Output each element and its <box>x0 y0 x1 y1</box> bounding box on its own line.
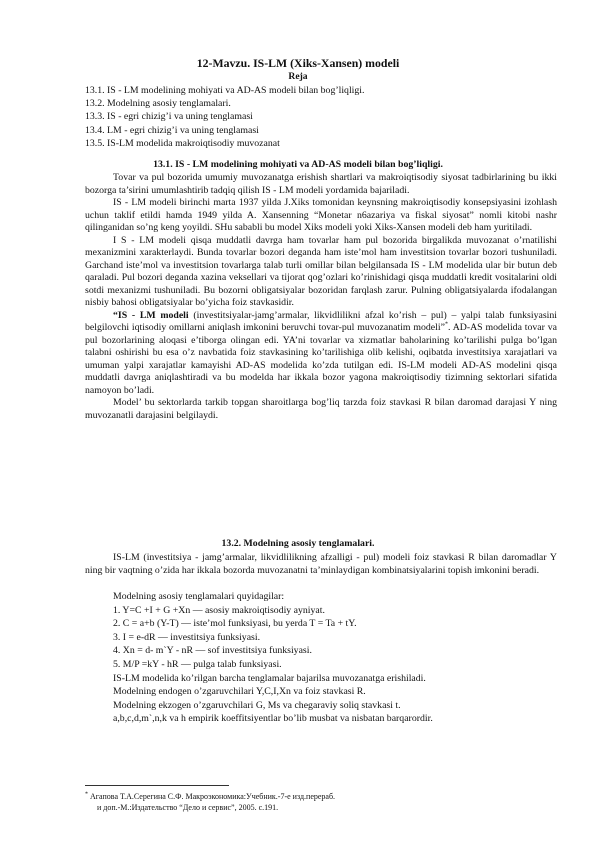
plan-item: 13.5. IS-LM modelida makroiqtisodiy muvozanat <box>85 137 280 149</box>
plan-list <box>85 84 565 150</box>
paragraph: IS - LM modeli birinchi marta 1937 yilda J.Xiks tomonidan keynsning makroiqtisodiy konsepsiyasini izohlash uchun taklif etildi hamda 1949 yilda A. Xansenning “Monetar n6azariya va fiskal siyosat” nomli kitobi nashr qilinganidan so’ng keng yoyildi. SHu sababli bu model Xiks modeli yoki Xiks-Xansen modeli deb ham yuritiladi. <box>85 197 557 233</box>
paragraph: Tovar va pul bozorida umumiy muvozanatga erishish shartlari va makroiqtisodiy siyosat tadbirlarining bu ikki bozorga ta’sirini umumlashtirib tadqiq qilish IS - LM modeli yordamida bajariladi. <box>85 172 557 196</box>
section1-heading: 13.1. IS - LM modelining mohiyati va AD-AS modeli bilan bog’liqligi. <box>153 159 443 170</box>
model-definition-text: (investitsiyalar-jamg’armalar, likvidlilikni afzal ko’rish – pul) – yalpi talab funksiyasini belgilovchi iqtisodiy omillarni aniqlash imkonini beruvchi tovar-pul muvozanatim modeli” <box>85 309 557 333</box>
paragraph <box>85 310 557 398</box>
plan-item: 13.4. LM - egri chizig’i va uning tenglamasi <box>85 124 259 136</box>
plan-label: Reja <box>288 71 308 82</box>
equation-line: 2. C = a+b (Y-T) — iste’mol funksiyasi, bu yerda T = Ta + tY. <box>113 618 357 630</box>
model-definition-bold: “IS - LM modeli <box>113 309 189 321</box>
footnote-separator <box>85 785 229 786</box>
equation-line: 4. Xn = d- m`Y - nR — sof investitsiya funksiyasi. <box>113 645 312 657</box>
equation-line: a,b,c,d,m`,n,k va h empirik koeffitsiyentlar bo’lib musbat va nisbatan barqarordir. <box>113 713 433 725</box>
equation-line: IS-LM modelida ko’rilgan barcha tenglamalar bajarilsa muvozanatga erishiladi. <box>113 672 426 684</box>
footnote-line: Агапова Т.А.Серегина С.Ф. Макроэкономика:Учебник.-7-е изд.перераб. <box>88 792 336 801</box>
section1-body <box>85 172 557 422</box>
footnote <box>85 791 557 813</box>
equation-line: 5. M/P =kY - hR — pulga talab funksiyasi. <box>113 658 282 670</box>
equation-line: 1. Y=C +I + G +Xn — asosiy makroiqtisodiy ayniyat. <box>113 604 325 616</box>
paragraph: Model’ bu sektorlarda tarkib topgan sharoitlarga bog’liq tarzda foiz stavkasi R bilan daromad darajasi Y ning muvozanatli darajasini belgilaydi. <box>85 397 557 421</box>
section2-heading: 13.2. Modelning asosiy tenglamalari. <box>221 538 375 549</box>
footnote-ref[interactable]: * <box>444 321 448 328</box>
paragraph-continuation: . AD-AS modelida tovar va pul bozorlarining aloqasi e’tiborga olingan edi. YA’ni tovarlar va xizmatlar baholarining ko’tarilishi pulga bo’lgan talabni oshirishi bu esa o’z navbatida foiz stavkasining ko’tarilishiga olib kelishi, oqibatda investitsiya xarajatlari va umuman yalpi xarajatlar kamayishi AD-AS modelida ko’zda tutilgan edi. IS-LM modeli AD-AS modelini qisqa muddatli davrga aniqlashtiradi va bu modelda har ikkala bozor yagona makroiqtisodiy tizimning sektorlari sifatida namoyon bo’ladi. <box>85 322 557 396</box>
plan-item: 13.2. Modelning asosiy tenglamalari. <box>85 98 231 110</box>
plan-item: 13.3. IS - egri chizig’i va uning tenglamasi <box>85 111 253 123</box>
footnote-marker: * <box>85 791 88 798</box>
equation-line: Modelning endogen o’zgaruvchilari Y,C,I,Xn va foiz stavkasi R. <box>113 686 366 698</box>
equation-line: 3. I = e-dR — investitsiya funksiyasi. <box>113 631 261 643</box>
equations-list <box>113 590 557 726</box>
equation-line: Modelning asosiy tenglamalari quyidagilar: <box>113 591 285 602</box>
paragraph: IS-LM (investitsiya - jamg’armalar, likvidlilikning afzalligi - pul) modeli foiz stavkasi R bilan daromadlar Y ning bir vaqtning o’zida har ikkala bozorda muvozanatni ta’minlaydigan kombinatsiyalarini topish imkonini beradi. <box>85 552 557 576</box>
footnote-line: и доп.-М.:Издательство “Дело и сервис”, 2005. с.191. <box>97 803 279 812</box>
document-title: 12-Mavzu. IS-LM (Xiks-Xansen) modeli <box>196 56 400 70</box>
section2-intro <box>85 552 557 577</box>
plan-item: 13.1. IS - LM modelining mohiyati va AD-AS modeli bilan bog’liqligi. <box>85 85 365 96</box>
equation-line: Modelning ekzogen o’zgaruvchilari G, Ms va chegaraviy soliq stavkasi t. <box>113 699 401 711</box>
paragraph: I S - LM modeli qisqa muddatli davrga ham tovarlar ham pul bozorida birgalikda muvozanat o’rnatilishi mexanizmini xarakterlaydi. Bunda tovarlar bozori deganda ham iste’mol ham investitsion tovarlar bozori tushuniladi. Garchand iste’mol va investitsion tovarlarga talab turli omillar bilan belgilansada IS - LM modelida ular bir butun deb qaraladi. Pul bozori deganda xazina veksellari va tijorat qog’ozlari ko’rinishidagi qisqa muddatli kredit vositalarini oldi sotdi mexanizmi tushuniladi. Bu bozorni obligatsiyalar bozoridan farqlash zarur. Pulning obligatsiyalarda ifodalangan nisbiy bahosi obligatsiyalar bo’yicha foiz stavkasidir. <box>85 234 557 308</box>
